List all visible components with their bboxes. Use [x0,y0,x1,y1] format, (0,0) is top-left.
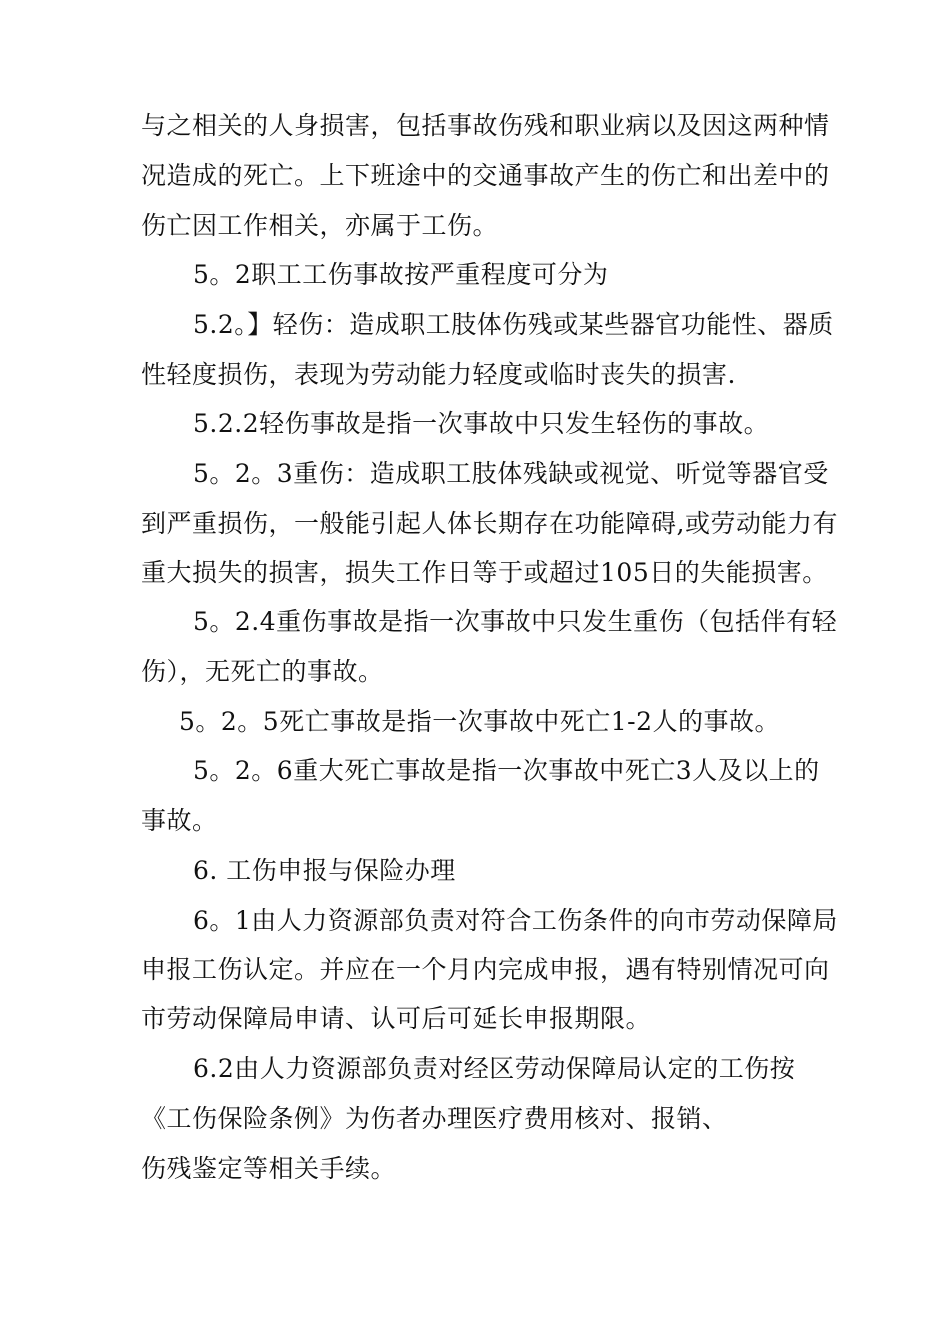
text-line: 5。2.4重伤事故是指一次事故中只发生重伤（包括伴有轻 [193,607,838,636]
text-line: 6.2由人力资源部负责对经区劳动保障局认定的工伤按 [193,1054,796,1083]
text-line: 5。2。5死亡事故是指一次事故中死亡1-2人的事故。 [179,707,780,736]
text-line: 伤残鉴定等相关手续。 [141,1154,397,1183]
text-line: 5。2职工工伤事故按严重程度可分为 [193,260,609,289]
text-line: 与之相关的人身损害，包括事故伤残和职业病以及因这两种情 [141,111,830,140]
text-line: 5。2。3重伤：造成职工肢体残缺或视觉、听觉等器官受 [193,459,829,488]
text-line: 申报工伤认定。并应在一个月内完成申报，遇有特别情况可向 [141,955,830,984]
text-line: 事故。 [141,806,218,835]
text-line: 伤亡因工作相关，亦属于工伤。 [141,211,499,240]
text-line: 6。1由人力资源部负责对符合工伤条件的向市劳动保障局 [193,906,838,935]
text-line: 5。2。6重大死亡事故是指一次事故中死亡3人及以上的 [193,756,820,785]
text-line: 市劳动保障局申请、认可后可延长申报期限。 [141,1004,652,1033]
section-heading: 6. 工伤申报与保险办理 [193,856,456,885]
text-line: 5.2。】轻伤：造成职工肢体伤残或某些器官功能性、器质 [193,310,834,339]
text-line: 到严重损伤，一般能引起人体长期存在功能障碍,或劳动能力有 [141,509,838,538]
text-line: 5.2.2轻伤事故是指一次事故中只发生轻伤的事故。 [193,409,770,438]
text-line: 性轻度损伤，表现为劳动能力轻度或临时丧失的损害. [141,360,736,389]
text-line: 《工伤保险条例》为伤者办理医疗费用核对、报销、 [141,1104,728,1133]
text-line: 况造成的死亡。上下班途中的交通事故产生的伤亡和出差中的 [141,161,830,190]
text-line: 重大损失的损害，损失工作日等于或超过105日的失能损害。 [141,558,828,587]
text-line: 伤），无死亡的事故。 [141,657,384,686]
